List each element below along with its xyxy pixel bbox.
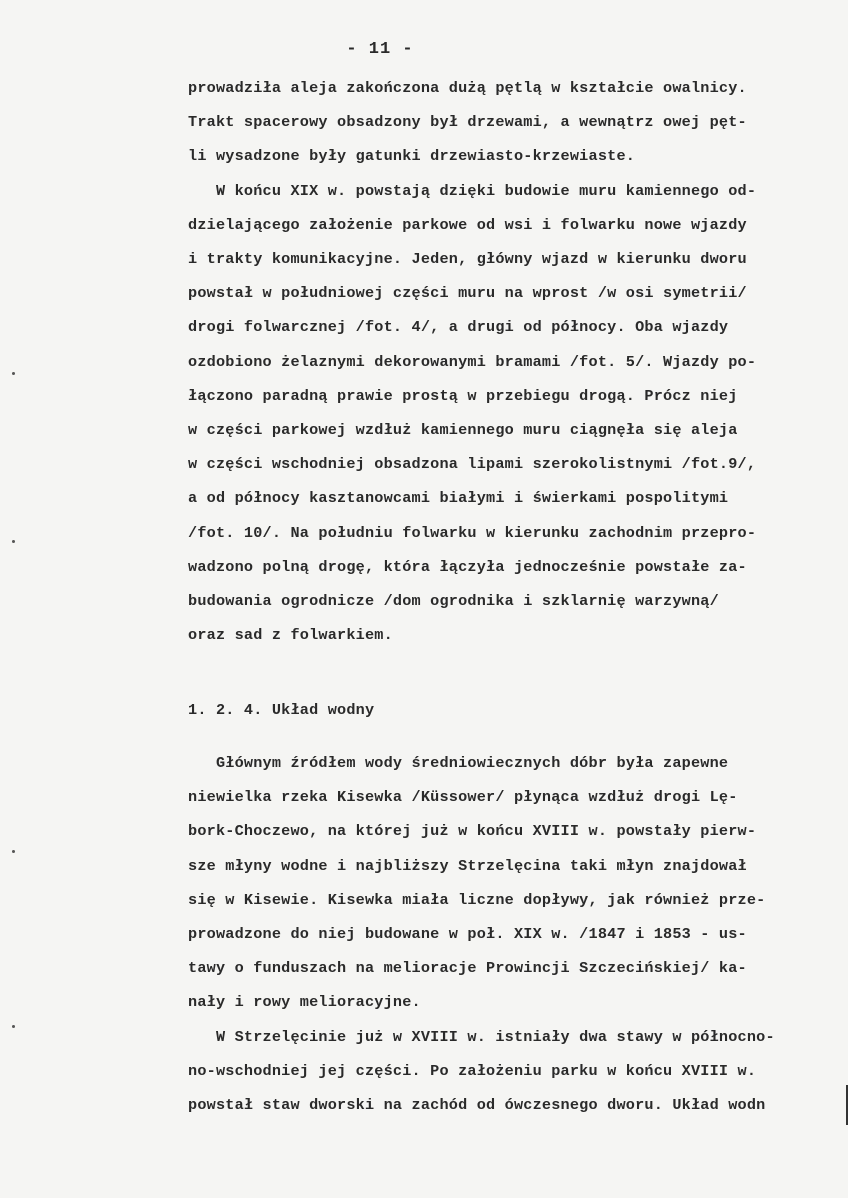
text-line: ozdobiono żelaznymi dekorowanymi bramami /fot. 5/. Wjazdy po-: [188, 352, 757, 371]
text-line: i trakty komunikacyjne. Jeden, główny wjazd w kierunku dworu: [188, 250, 747, 268]
text-line: w części parkowej wzdłuż kamiennego muru ciągnęła się aleja: [188, 421, 738, 439]
text-line: no-wschodniej jej części. Po założeniu parku w końcu XVIII w.: [188, 1061, 757, 1080]
text-line: budowania ogrodnicze /dom ogrodnika i szklarnię warzywną/: [188, 592, 719, 610]
text-line: nały i rowy melioracyjne.: [188, 993, 421, 1012]
text-line: powstał w południowej części muru na wprost /w osi symetrii/: [188, 284, 747, 303]
text-line: dzielającego założenie parkowe od wsi i folwarku nowe wjazdy: [188, 215, 747, 234]
text-line: /fot. 10/. Na południu folwarku w kierunku zachodnim przepro-: [188, 523, 757, 542]
text-line: Trakt spacerowy obsadzony był drzewami, a wewnątrz owej pęt-: [188, 113, 747, 132]
text-line: li wysadzone były gatunki drzewiasto-krzewiaste.: [188, 147, 636, 166]
margin-mark: [12, 372, 15, 375]
text-line: tawy o funduszach na melioracje Prowincji Szczecińskiej/ ka-: [188, 959, 747, 978]
text-line: się w Kisewie. Kisewka miała liczne dopływy, jak również prze-: [188, 890, 766, 909]
margin-mark: [12, 540, 15, 543]
text-line: a od północy kasztanowcami białymi i świerkami pospolitymi: [188, 489, 729, 508]
text-line: drogi folwarcznej /fot. 4/, a drugi od północy. Oba wjazdy: [188, 318, 729, 337]
margin-mark: [12, 1025, 15, 1028]
section-heading: 1. 2. 4. Układ wodny: [188, 701, 375, 719]
text-line: W końcu XIX w. powstają dzięki budowie muru kamiennego od-: [188, 181, 757, 200]
text-line: prowadziła aleja zakończona dużą pętlą w kształcie owalnicy.: [188, 79, 747, 97]
margin-mark: [12, 850, 15, 853]
text-line: łączono paradną prawie prostą w przebiegu drogą. Prócz niej: [188, 386, 738, 405]
text-line: sze młyny wodne i najbliższy Strzelęcina taki młyn znajdował: [188, 856, 747, 875]
text-line: niewielka rzeka Kisewka /Küssower/ płynąca wzdłuż drogi Lę-: [188, 788, 738, 807]
text-line: prowadzone do niej budowane w poł. XIX w. /1847 i 1853 - us-: [188, 925, 747, 943]
text-line: oraz sad z folwarkiem.: [188, 626, 393, 645]
page-number: - 11 -: [346, 40, 414, 59]
text-line: bork-Choczewo, na której już w końcu XVIII w. powstały pierw-: [188, 822, 757, 841]
text-line: powstał staw dworski na zachód od ówczesnego dworu. Układ wodn: [188, 1096, 766, 1114]
text-line: wadzono polną drogę, która łączyła jednocześnie powstałe za-: [188, 557, 747, 576]
text-line: W Strzelęcinie już w XVIII w. istniały dwa stawy w północno-: [188, 1027, 775, 1046]
text-line: Głównym źródłem wody średniowiecznych dóbr była zapewne: [188, 754, 729, 772]
text-line: w części wschodniej obsadzona lipami szerokolistnymi /fot.9/,: [188, 455, 757, 474]
